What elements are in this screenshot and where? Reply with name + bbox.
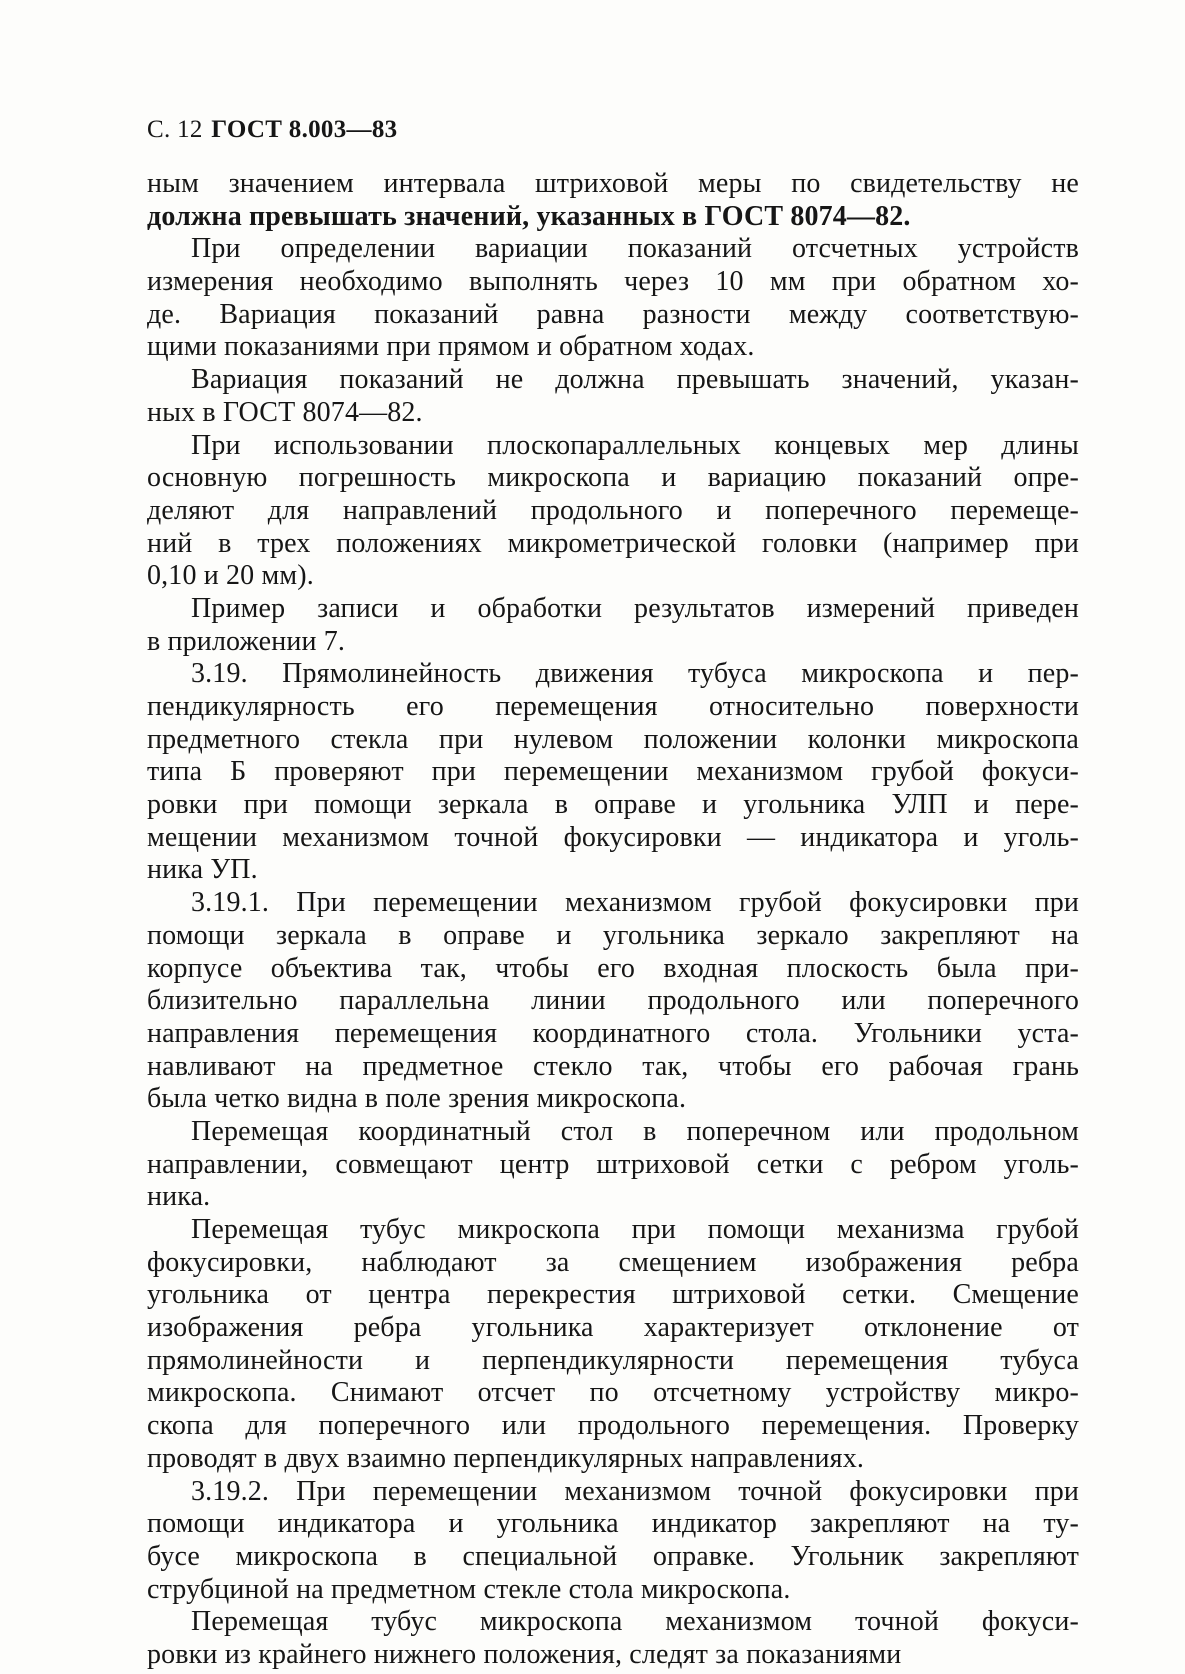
- text-line: 0,10 и 20 мм).: [147, 560, 314, 592]
- text-line: мещении механизмом точной фокусировки — индикатора и уголь-: [147, 821, 1079, 853]
- text-line: изображения ребра угольника характеризует отклонение от: [147, 1312, 1079, 1344]
- text-line: де. Вариация показаний равна разности между соответствую-: [147, 298, 1079, 330]
- text-line: ровки при помощи зеркала в оправе и угольника УЛП и пере-: [147, 789, 1079, 821]
- paragraph: [147, 233, 1079, 364]
- text-line: Перемещая координатный стол в поперечном или продольном: [191, 1115, 1079, 1147]
- paragraph: [147, 887, 1079, 1116]
- paragraph: [147, 593, 1079, 658]
- paragraph: [147, 1476, 1079, 1607]
- text-line: фокусировки, наблюдают за смещением изображения ребра: [147, 1246, 1079, 1278]
- text-line: щими показаниями при прямом и обратном ходах.: [147, 331, 755, 363]
- text-line: ным значением интервала штриховой меры по свидетельству не: [147, 168, 1079, 199]
- text-line: пендикулярность его перемещения относительно поверхности: [147, 691, 1079, 722]
- text-line: струбциной на предметном стекле стола микроскопа.: [147, 1573, 791, 1605]
- text-line: направлении, совмещают центр штриховой сетки с ребром уголь-: [147, 1148, 1079, 1180]
- text-line: проводят в двух взаимно перпендикулярных направлениях.: [147, 1442, 865, 1474]
- text-line: Перемещая тубус микроскопа механизмом точной фокуси-: [191, 1606, 1079, 1638]
- text-line: деляют для направлений продольного и поперечного перемеще-: [147, 494, 1079, 526]
- document-body: [147, 168, 1079, 1672]
- text-line: скопа для поперечного или продольного перемещения. Проверку: [147, 1410, 1079, 1442]
- paragraph: [147, 1606, 1079, 1671]
- text-line: в приложении 7.: [147, 625, 346, 657]
- paragraph: [147, 1116, 1079, 1214]
- text-line: основную погрешность микроскопа и вариацию показаний опре-: [147, 462, 1079, 494]
- text-line: ний в трех положениях микрометрической головки (например при: [147, 527, 1079, 559]
- text-line: Пример записи и обработки результатов измерений приведен: [191, 592, 1079, 624]
- text-line: Вариация показаний не должна превышать значений, указан-: [191, 364, 1079, 396]
- text-line: предметного стекла при нулевом положении колонки микроскопа: [147, 723, 1079, 755]
- paragraph: [147, 364, 1079, 429]
- text-line: измерения необходимо выполнять через 10 мм при обратном хо-: [147, 266, 1079, 298]
- text-line: направления перемещения координатного стола. Угольники уста-: [147, 1017, 1079, 1049]
- text-line: 3.19.1. При перемещении механизмом грубой фокусировки при: [191, 887, 1079, 919]
- text-line: ровки из крайнего нижнего положения, следят за показаниями: [147, 1638, 902, 1670]
- text-line: ника УП.: [147, 854, 258, 886]
- paragraph: [147, 1214, 1079, 1476]
- text-line: навливают на предметное стекло так, чтобы его рабочая грань: [147, 1050, 1079, 1082]
- standard-designation: ГОСТ 8.003—83: [211, 116, 398, 143]
- text-line: близительно параллельна линии продольного или поперечного: [147, 985, 1079, 1017]
- text-line: бусе микроскопа в специальной оправке. Угольник закрепляют: [147, 1540, 1079, 1572]
- text-line: ных в ГОСТ 8074—82.: [147, 396, 423, 428]
- text-line: микроскопа. Снимают отсчет по отсчетному устройству микро-: [147, 1377, 1079, 1409]
- text-line: ника.: [147, 1181, 211, 1213]
- text-line: помощи индикатора и угольника индикатор закрепляют на ту-: [147, 1508, 1079, 1540]
- text-line: типа Б проверяют при перемещении механизмом грубой фокуси-: [147, 756, 1079, 788]
- text-line: 3.19.2. При перемещении механизмом точной фокусировки при: [191, 1475, 1079, 1507]
- text-line: корпусе объектива так, чтобы его входная плоскость была при-: [147, 952, 1079, 984]
- paragraph: [147, 430, 1079, 593]
- text-line: помощи зеркала в оправе и угольника зеркало закрепляют на: [147, 919, 1079, 951]
- text-line: 3.19. Прямолинейность движения тубуса микроскопа и пер-: [191, 658, 1079, 690]
- paragraph: [147, 658, 1079, 887]
- paragraph: [147, 168, 1079, 233]
- text-line: угольника от центра перекрестия штриховой сетки. Смещение: [147, 1279, 1079, 1311]
- text-line: была четко видна в поле зрения микроскопа.: [147, 1083, 687, 1115]
- text-line: При определении вариации показаний отсчетных устройств: [191, 233, 1079, 265]
- text-line: Перемещая тубус микроскопа при помощи механизма грубой: [191, 1214, 1079, 1245]
- text-line: прямолинейности и перпендикулярности перемещения тубуса: [147, 1344, 1079, 1376]
- page-header: [147, 116, 397, 144]
- text-line: При использовании плоскопараллельных концевых мер длины: [191, 429, 1079, 461]
- page-number: С. 12: [147, 116, 203, 143]
- text-line: должна превышать значений, указанных в ГОСТ 8074—82.: [147, 200, 911, 232]
